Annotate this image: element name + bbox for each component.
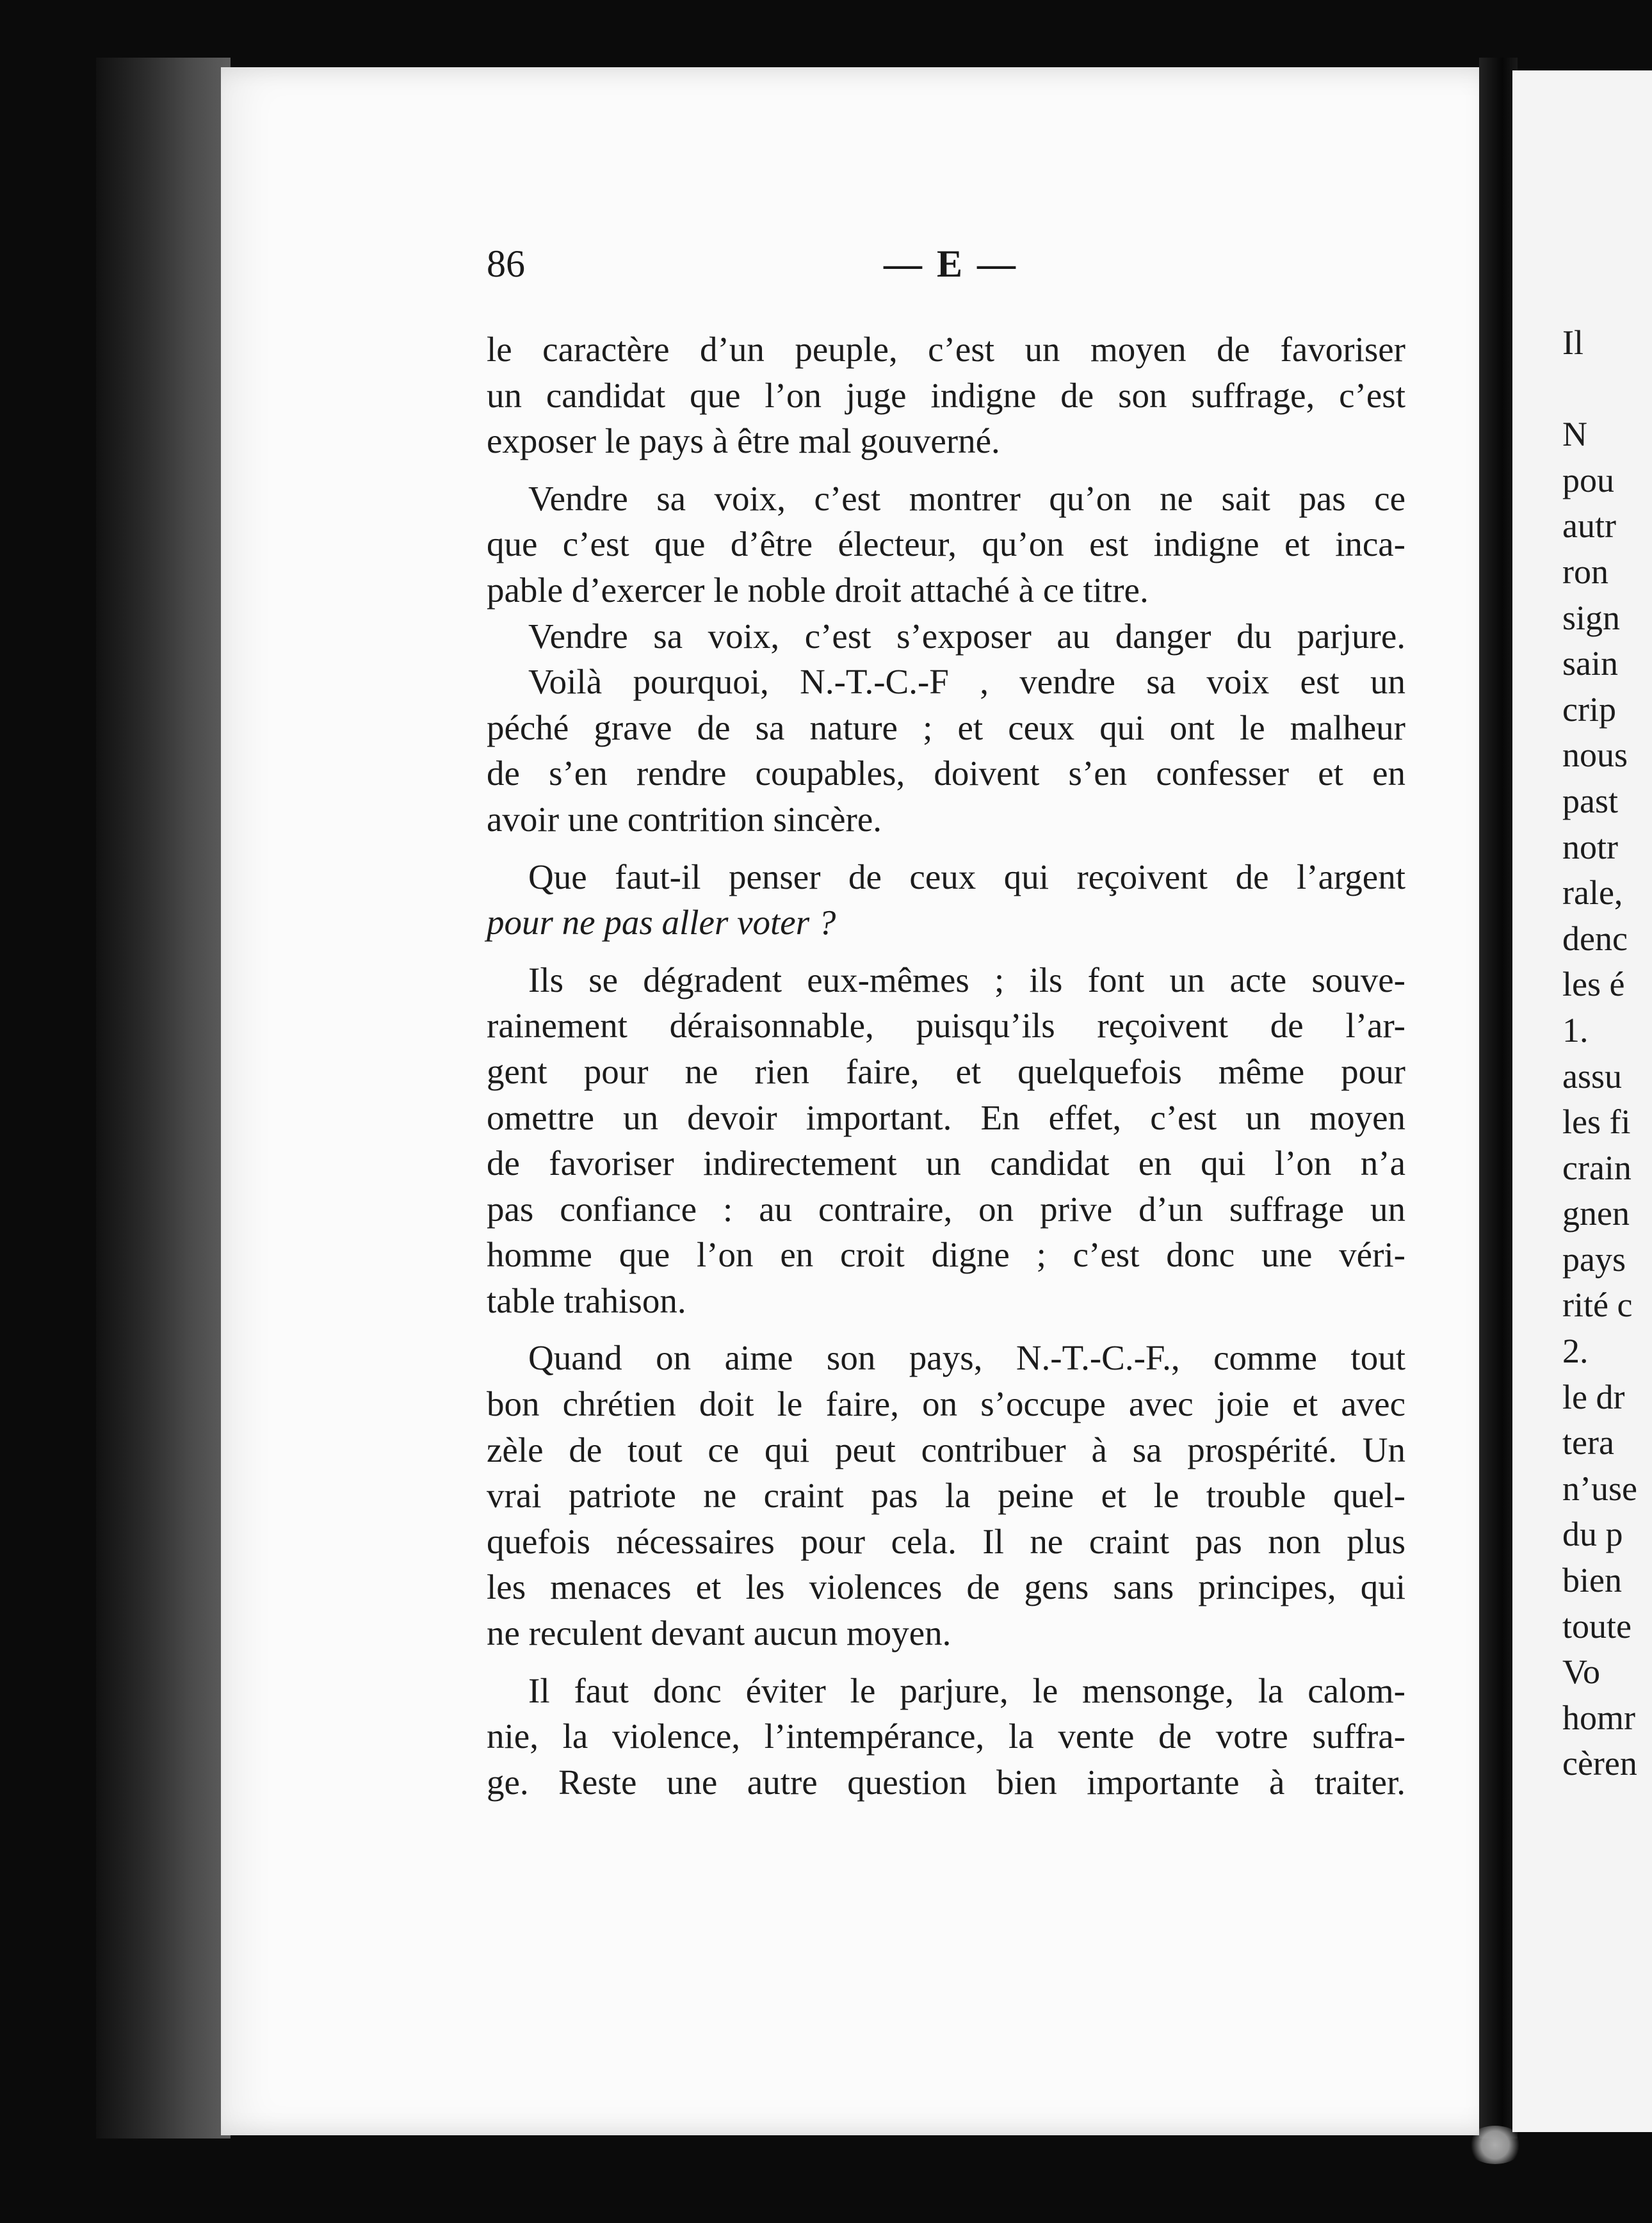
facing-page-line: gnen	[1562, 1194, 1630, 1233]
text-line: gent pour ne rien faire, et quelquefois même pour	[487, 1051, 1405, 1091]
text-line: ne reculent devant aucun moyen.	[487, 1613, 952, 1653]
facing-page-line: toute	[1562, 1606, 1632, 1645]
facing-page-line: pou	[1562, 460, 1614, 499]
facing-page-line: denc	[1562, 919, 1628, 958]
text-line: nie, la violence, l’intempérance, la vente de votre suffra-	[487, 1717, 1405, 1756]
running-head: — E —	[884, 243, 1019, 285]
paragraph	[487, 1335, 1405, 1656]
text-line: le caractère d’un peuple, c’est un moyen de favoriser	[487, 330, 1405, 369]
text-line: Ils se dégradent eux-mêmes ; ils font un acte souve-	[528, 960, 1405, 999]
facing-page-line: nous	[1562, 736, 1628, 775]
facing-page-line: du p	[1562, 1515, 1623, 1554]
text-line: Que faut-il penser de ceux qui reçoivent de l’argent	[528, 857, 1405, 896]
book-gutter-shadow	[96, 58, 231, 2138]
text-line: les menaces et les violences de gens sans principes, qui	[487, 1567, 1405, 1607]
text-line: Il faut donc éviter le parjure, le mensonge, la calom-	[528, 1670, 1405, 1710]
text-line: Vendre sa voix, c’est montrer qu’on ne sait pas ce	[528, 478, 1405, 518]
facing-page-line: autr	[1562, 506, 1616, 546]
text-line: exposer le pays à être mal gouverné.	[487, 421, 1000, 461]
facing-page-line: 2.	[1562, 1332, 1589, 1371]
facing-page-line: notr	[1562, 827, 1618, 866]
text-line: Voilà pourquoi, N.-T.-C.-F , vendre sa voix est un	[528, 662, 1405, 702]
paragraph	[487, 1668, 1405, 1806]
text-line: pable d’exercer le noble droit attaché à ce titre.	[487, 570, 1149, 610]
text-line: de favoriser indirectement un candidat en qui l’on n’a	[487, 1144, 1405, 1183]
page-edge-stain	[1466, 2126, 1524, 2164]
facing-page-line: ron	[1562, 552, 1608, 591]
text-line: vrai patriote ne craint pas la peine et le trouble quel-	[487, 1476, 1405, 1516]
facing-page-text-fragments	[1562, 320, 1652, 1787]
facing-page-line: N	[1562, 415, 1587, 454]
facing-page-line: assu	[1562, 1056, 1622, 1095]
paragraph	[487, 854, 1405, 946]
text-line: pas confiance : au contraire, on prive d’un suffrage un	[487, 1189, 1405, 1229]
text-line: pour ne pas aller voter ?	[487, 903, 836, 942]
text-line: avoir une contrition sincère.	[487, 799, 882, 839]
book-spine	[1479, 58, 1518, 2138]
body-text	[487, 327, 1405, 1805]
facing-page-line: tera	[1562, 1423, 1614, 1462]
paragraph	[487, 613, 1405, 659]
facing-page-line: crain	[1562, 1148, 1632, 1187]
facing-page-line: crip	[1562, 690, 1616, 729]
text-line: quefois nécessaires pour cela. Il ne craint pas non plus	[487, 1521, 1405, 1561]
page-header	[487, 242, 1405, 293]
page-number: 86	[487, 243, 525, 285]
facing-page-line: n’use	[1562, 1469, 1637, 1508]
text-line: zèle de tout ce qui peut contribuer à sa prospérité. Un	[487, 1430, 1405, 1469]
paragraph	[487, 327, 1405, 464]
text-line: Quand on aime son pays, N.-T.-C.-F., comme tout	[528, 1338, 1405, 1378]
facing-page-line: Vo	[1562, 1653, 1601, 1692]
facing-page-line: homr	[1562, 1698, 1635, 1737]
text-line: omettre un devoir important. En effet, c’est un moyen	[487, 1097, 1405, 1137]
text-line: péché grave de sa nature ; et ceux qui ont le malheur	[487, 707, 1405, 747]
facing-page-line: bien	[1562, 1561, 1622, 1600]
facing-page-line: sain	[1562, 644, 1618, 683]
text-line: Vendre sa voix, c’est s’exposer au danger du parjure.	[528, 616, 1405, 656]
facing-page-line: le dr	[1562, 1377, 1625, 1416]
facing-page-line: Il	[1562, 323, 1583, 362]
facing-page-line: les é	[1562, 965, 1625, 1004]
facing-page-line	[1562, 366, 1652, 412]
text-line: un candidat que l’on juge indigne de son suffrage, c’est	[487, 375, 1405, 415]
facing-page-line: les fi	[1562, 1103, 1631, 1142]
facing-page-line: 1.	[1562, 1010, 1589, 1049]
paragraph	[487, 659, 1405, 842]
facing-page-line: pays	[1562, 1240, 1626, 1279]
text-line: ge. Reste une autre question bien importante à traiter.	[487, 1762, 1405, 1802]
text-line: de s’en rendre coupables, doivent s’en confesser et en	[487, 754, 1405, 793]
facing-page-line: sign	[1562, 598, 1621, 637]
text-line: rainement déraisonnable, puisqu’ils reçoivent de l’ar-	[487, 1006, 1405, 1046]
text-line: que c’est que d’être électeur, qu’on est indigne et inca-	[487, 524, 1405, 564]
text-line: table trahison.	[487, 1281, 686, 1320]
paragraph	[487, 476, 1405, 613]
text-line: homme que l’on en croit digne ; c’est donc une véri-	[487, 1235, 1405, 1275]
facing-page-line: past	[1562, 781, 1618, 820]
facing-page-line: rale,	[1562, 873, 1623, 912]
text-line: bon chrétien doit le faire, on s’occupe avec joie et avec	[487, 1384, 1405, 1424]
paragraph	[487, 957, 1405, 1324]
facing-page-line: rité c	[1562, 1286, 1633, 1325]
facing-page-line: cèren	[1562, 1744, 1637, 1783]
